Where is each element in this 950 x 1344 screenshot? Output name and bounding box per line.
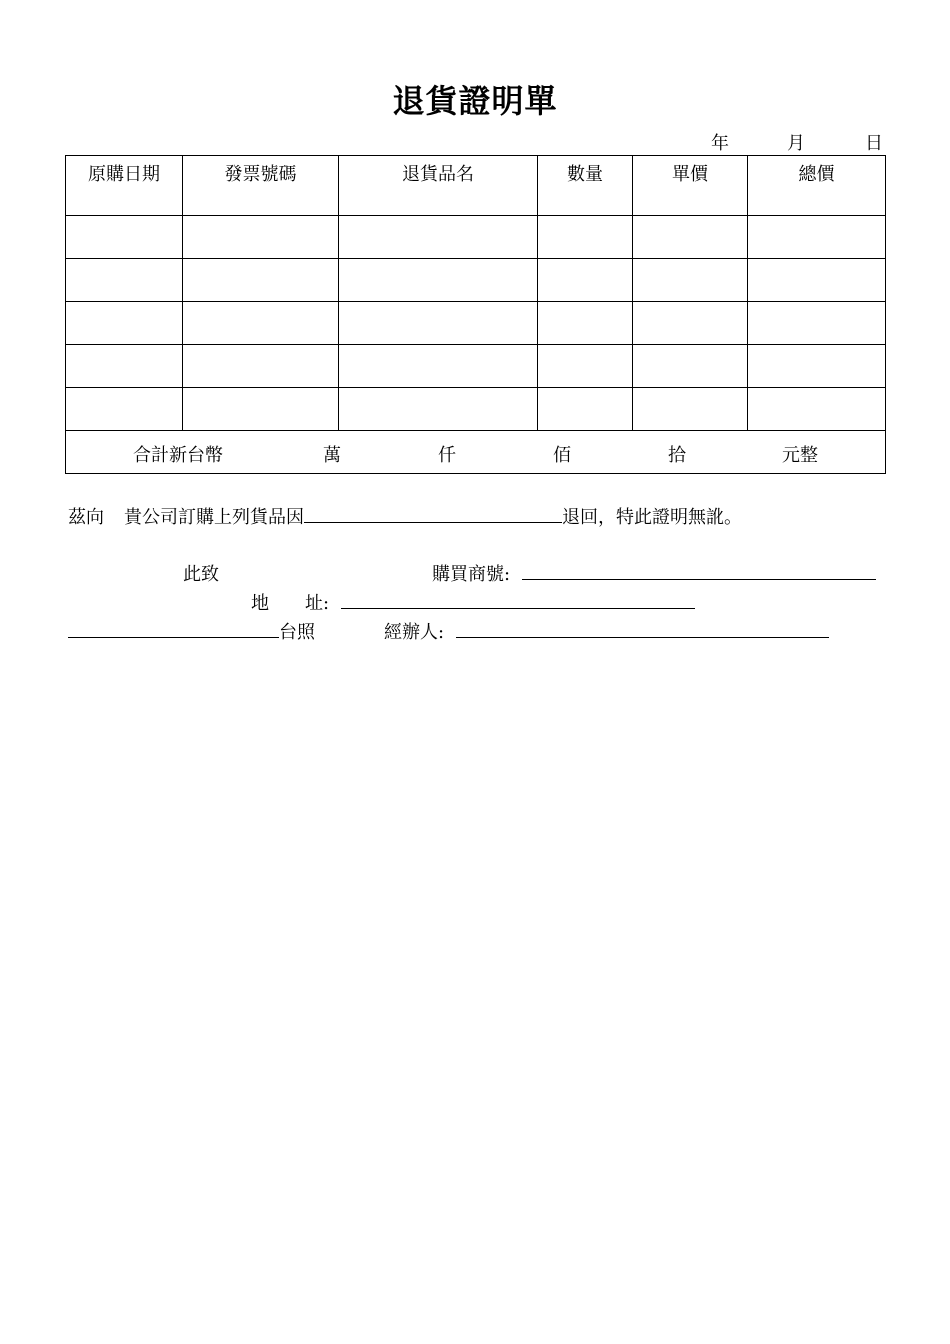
cell-total-price[interactable] xyxy=(748,259,886,302)
cell-unit-price[interactable] xyxy=(633,259,748,302)
statement-prefix: 茲向 xyxy=(68,507,104,528)
cell-unit-price[interactable] xyxy=(633,302,748,345)
cell-item-name[interactable] xyxy=(339,259,538,302)
cell-invoice-number[interactable] xyxy=(183,216,339,259)
cell-total-price[interactable] xyxy=(748,216,886,259)
total-row xyxy=(66,431,886,474)
header-item-name: 退貨品名 xyxy=(339,156,538,216)
header-invoice-number: 發票號碼 xyxy=(183,156,339,216)
cell-item-name[interactable] xyxy=(339,388,538,431)
handler-field[interactable] xyxy=(456,619,829,638)
page-title: 退貨證明單 xyxy=(392,82,558,120)
cell-total-price[interactable] xyxy=(748,302,886,345)
cell-total-price[interactable] xyxy=(748,345,886,388)
cell-quantity[interactable] xyxy=(538,345,633,388)
date-day-label: 日 xyxy=(865,133,883,154)
table-row xyxy=(66,259,886,302)
unit-wan-label: 萬 xyxy=(323,445,341,466)
unit-shi-label: 拾 xyxy=(668,445,686,466)
cell-unit-price[interactable] xyxy=(633,345,748,388)
cell-purchase-date[interactable] xyxy=(66,216,183,259)
header-total-price: 總價 xyxy=(748,156,886,216)
total-amount-cell[interactable] xyxy=(66,431,886,474)
table-row xyxy=(66,302,886,345)
cell-purchase-date[interactable] xyxy=(66,345,183,388)
buyer-line xyxy=(432,560,876,586)
cell-item-name[interactable] xyxy=(339,302,538,345)
return-reason-field[interactable] xyxy=(304,504,562,523)
statement-line xyxy=(68,503,742,529)
date-year-label: 年 xyxy=(711,133,729,154)
cell-quantity[interactable] xyxy=(538,259,633,302)
cell-invoice-number[interactable] xyxy=(183,345,339,388)
header-purchase-date: 原購日期 xyxy=(66,156,183,216)
unit-bai-label: 佰 xyxy=(553,445,571,466)
cell-purchase-date[interactable] xyxy=(66,388,183,431)
unit-yuan-label: 元整 xyxy=(782,445,818,466)
date-month-label: 月 xyxy=(787,133,805,154)
total-label: 合計新台幣 xyxy=(133,445,223,466)
statement-suffix: 退回，特此證明無訛。 xyxy=(562,507,742,528)
cell-purchase-date[interactable] xyxy=(66,302,183,345)
buyer-name-field[interactable] xyxy=(522,561,876,580)
cell-unit-price[interactable] xyxy=(633,388,748,431)
return-items-table xyxy=(65,155,886,474)
cell-invoice-number[interactable] xyxy=(183,388,339,431)
address-line xyxy=(251,589,695,615)
cell-quantity[interactable] xyxy=(538,388,633,431)
cell-purchase-date[interactable] xyxy=(66,259,183,302)
address-label: 地 址: xyxy=(251,593,330,614)
address-field[interactable] xyxy=(341,590,695,609)
cell-quantity[interactable] xyxy=(538,216,633,259)
cell-unit-price[interactable] xyxy=(633,216,748,259)
cell-invoice-number[interactable] xyxy=(183,259,339,302)
table-row xyxy=(66,216,886,259)
table-row xyxy=(66,388,886,431)
statement-middle: 貴公司訂購上列貨品因 xyxy=(124,507,304,528)
handler-label: 經辦人: xyxy=(384,622,445,643)
recipient-suffix: 台照 xyxy=(279,622,315,643)
cell-item-name[interactable] xyxy=(339,216,538,259)
header-unit-price: 單價 xyxy=(633,156,748,216)
recipient-line xyxy=(68,618,315,644)
cell-total-price[interactable] xyxy=(748,388,886,431)
header-quantity: 數量 xyxy=(538,156,633,216)
unit-qian-label: 仟 xyxy=(438,445,456,466)
cell-invoice-number[interactable] xyxy=(183,302,339,345)
recipient-field[interactable] xyxy=(68,619,279,638)
cell-quantity[interactable] xyxy=(538,302,633,345)
buyer-label: 購買商號: xyxy=(432,564,511,585)
handler-line xyxy=(384,618,829,644)
to-label: 此致 xyxy=(183,564,219,585)
table-row xyxy=(66,345,886,388)
cell-item-name[interactable] xyxy=(339,345,538,388)
